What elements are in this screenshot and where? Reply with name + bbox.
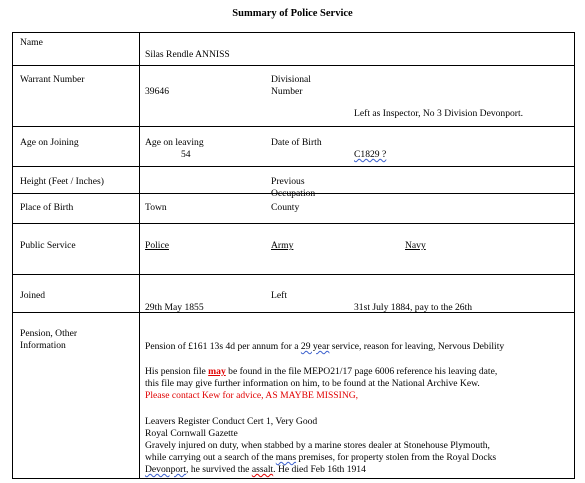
devonport-word: Devonport	[145, 464, 187, 475]
navy-label: Navy	[405, 240, 426, 251]
pension-may-word: may	[208, 366, 226, 377]
age-joining-label: Age on Joining	[20, 137, 79, 148]
name-value: Silas Rendle ANNISS	[145, 49, 230, 60]
warrant-label: Warrant Number	[20, 74, 85, 85]
age-leaving-label: Age on leaving	[145, 137, 204, 148]
number-label: Number	[271, 86, 303, 97]
pension-paragraph-3-line4: while carrying out a search of the mans premises, for property stolen from the Royal Docks	[145, 452, 497, 463]
police-label: Police	[145, 240, 169, 251]
town-label: Town	[145, 202, 167, 213]
dob-label: Date of Birth	[271, 137, 322, 148]
place-of-birth-label: Place of Birth	[20, 202, 74, 213]
assalt-word: assalt	[251, 464, 274, 475]
name-label: Name	[20, 37, 43, 48]
county-label: County	[271, 202, 300, 213]
mans-word: mans	[275, 452, 297, 463]
pension-paragraph-3-line3: Gravely injured on duty, when stabbed by a marine stores dealer at Stonehouse Plymouth,	[145, 440, 490, 451]
joined-value: 29th May 1855	[145, 302, 204, 313]
divisional-label: Divisional	[271, 74, 311, 85]
pension-paragraph-3-line2: Royal Cornwall Gazette	[145, 428, 238, 439]
age-leaving-value: 54	[181, 149, 191, 160]
left-value: 31st July 1884, pay to the 26th	[354, 302, 473, 313]
occupation-label: Occupation	[271, 188, 316, 199]
row-joined	[13, 275, 575, 313]
left-label: Left	[271, 290, 287, 301]
pension-years: 29 year	[300, 341, 330, 352]
pension-paragraph-3-line5: Devonport, he survived the assalt. He died Feb 16th 1914	[145, 464, 366, 475]
previous-label: Previous	[271, 176, 305, 187]
page-title: Summary of Police Service	[232, 8, 353, 19]
row-name	[13, 33, 575, 66]
pension-paragraph-1: Pension of £161 13s 4d per annum for a 29 year service, reason for leaving, Nervous Debility	[145, 341, 505, 352]
army-label: Army	[271, 240, 294, 251]
pension-paragraph-3-line1: Leavers Register Conduct Cert 1, Very Good	[145, 416, 318, 427]
pension-label-line1: Pension, Other	[20, 328, 78, 339]
pension-warning: Please contact Kew for advice, AS MAYBE MISSING,	[145, 390, 359, 401]
joined-label: Joined	[20, 290, 46, 301]
divisional-value: Left as Inspector, No 3 Division Devonport.	[354, 108, 524, 119]
row-public-service	[13, 224, 575, 275]
pension-paragraph-2-line2: this file may give further information on him, to be found at the National Archive Kew.	[145, 378, 480, 389]
public-service-label: Public Service	[20, 240, 76, 251]
pension-label-line2: Information	[20, 340, 66, 351]
warrant-value: 39646	[145, 86, 169, 97]
police-service-table	[12, 32, 575, 479]
pension-paragraph-2-line1: His pension file may be found in the file MEPO21/17 page 6006 reference his leaving date,	[145, 366, 498, 377]
dob-value: C1829 ?	[354, 149, 387, 160]
height-label: Height (Feet / Inches)	[20, 176, 104, 187]
